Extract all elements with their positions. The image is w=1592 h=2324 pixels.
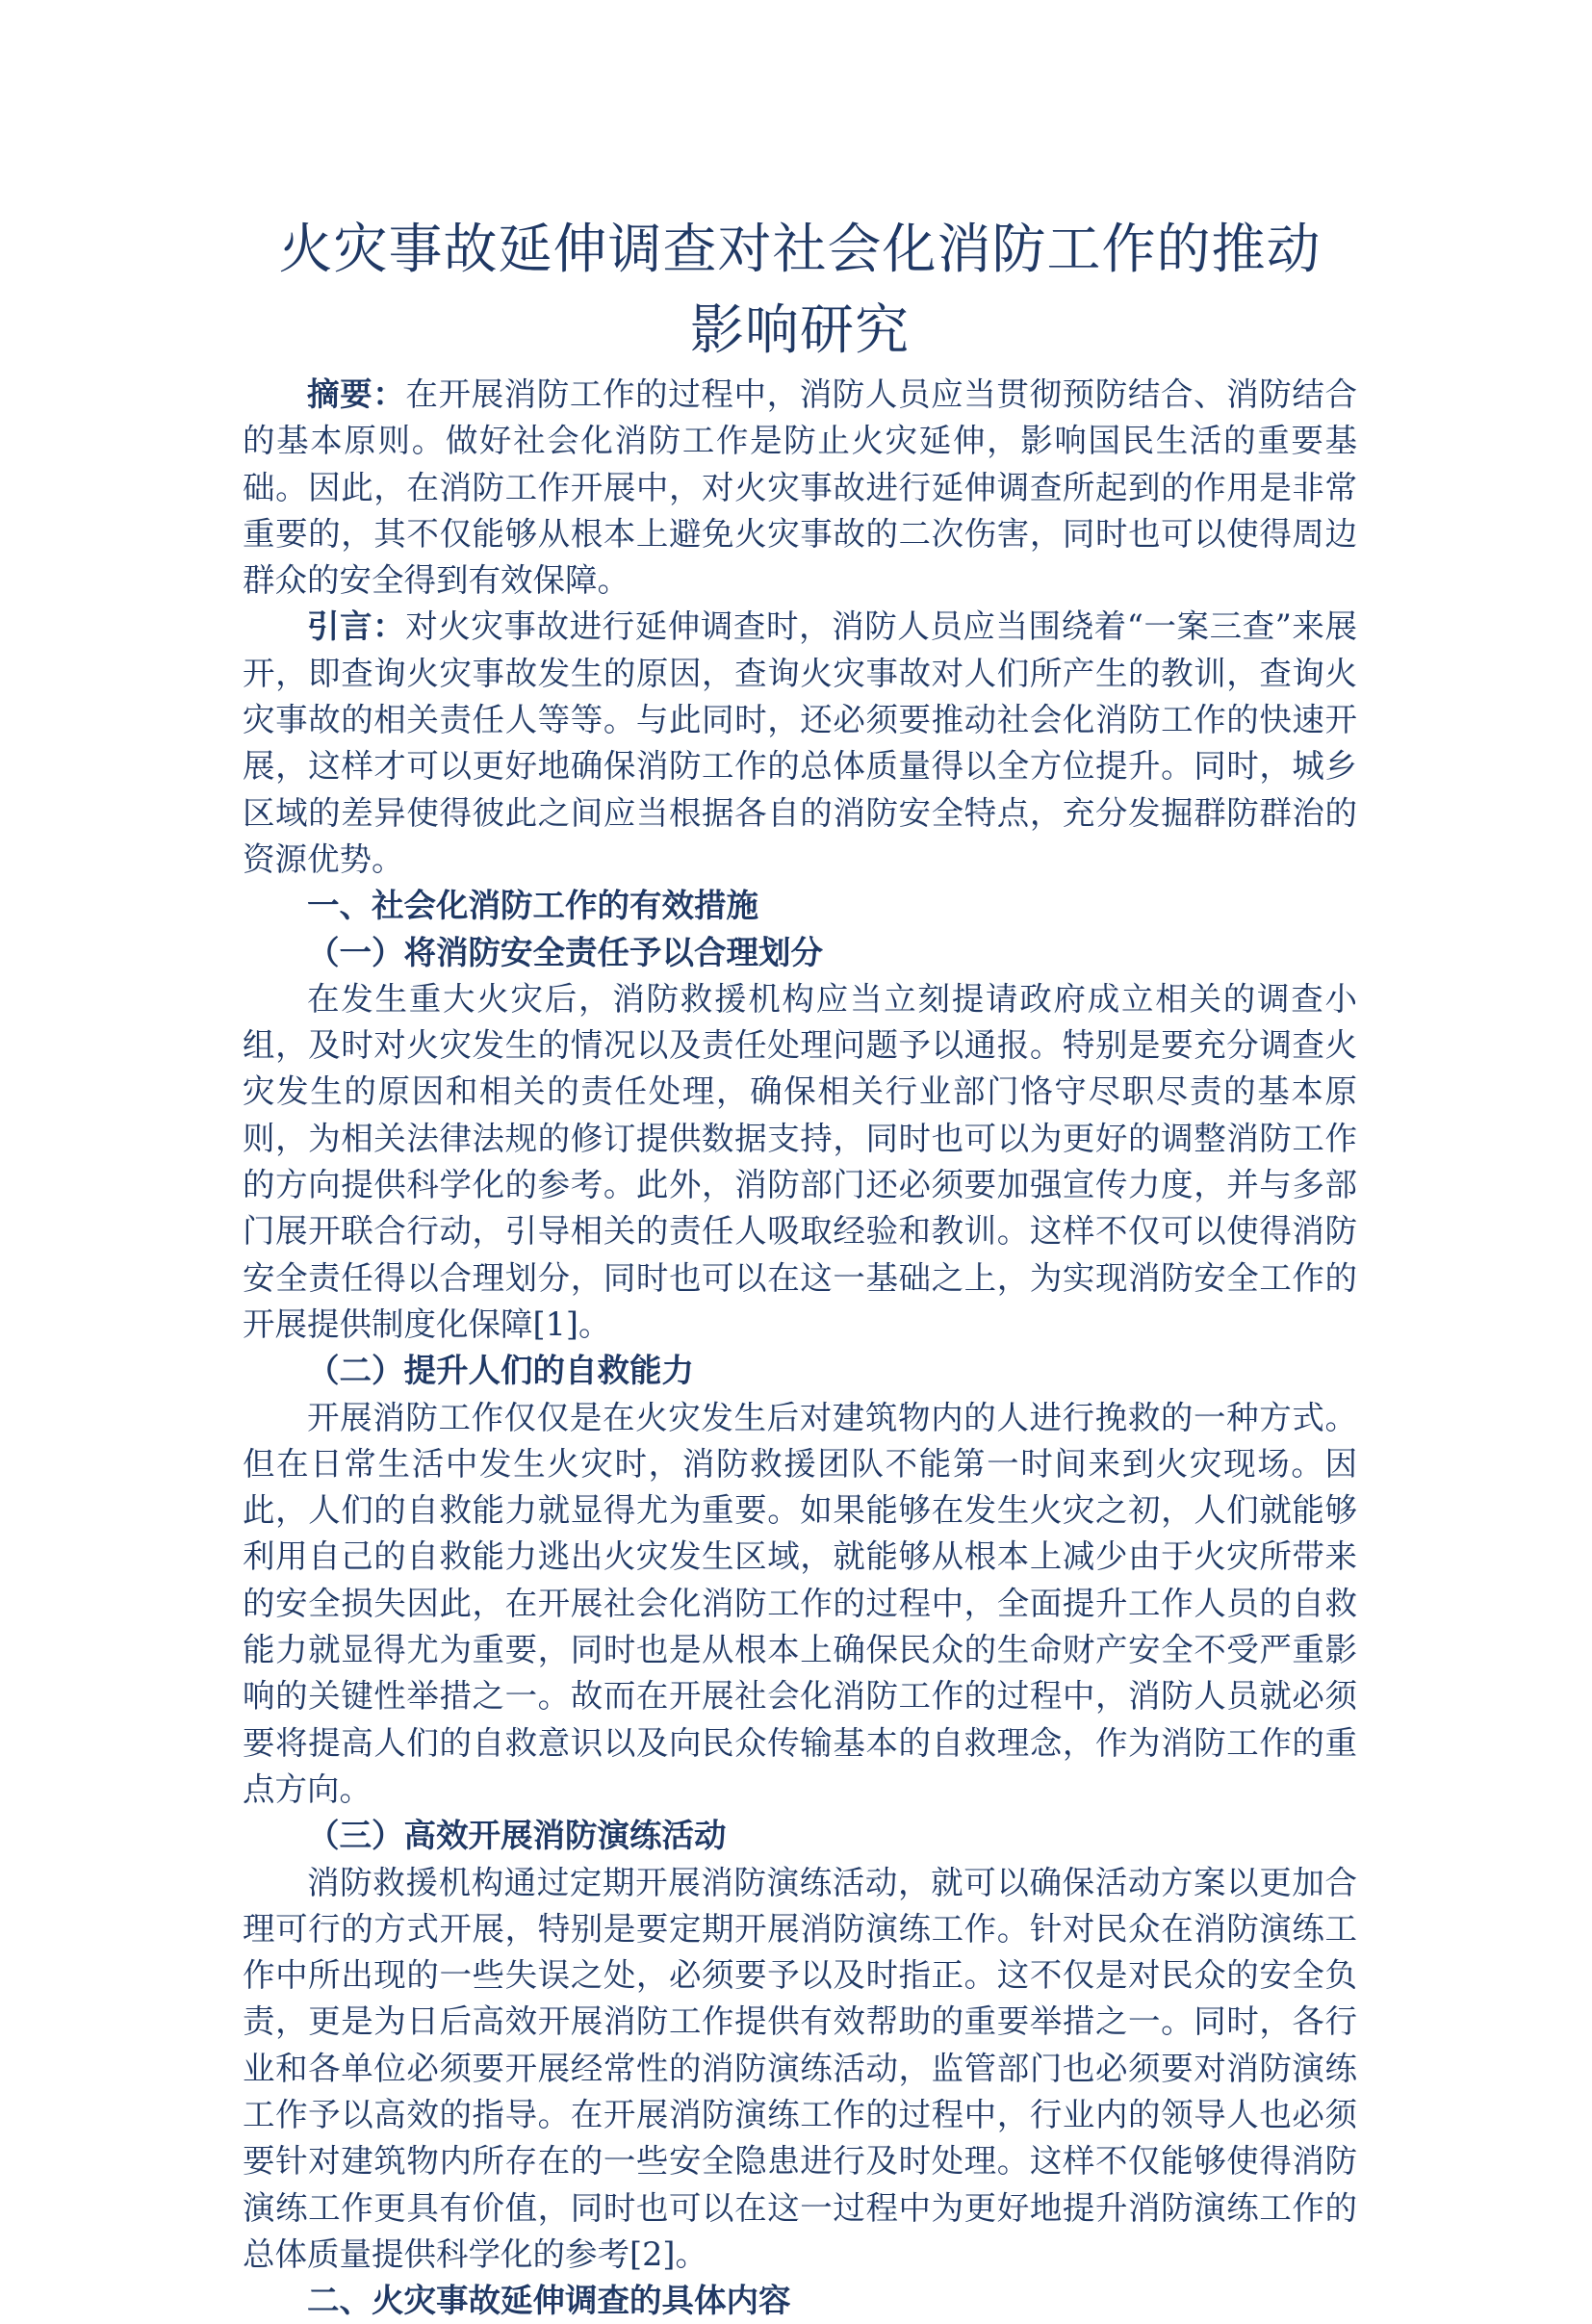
abstract-paragraph [243,372,1357,604]
title-line-1: 火灾事故延伸调查对社会化消防工作的推动 [278,219,1322,281]
intro-label: 引言： [307,607,406,646]
abstract-text: 在开展消防工作的过程中，消防人员应当贯彻预防结合、消防结合的基本原则。做好社会化消防工作是防止火灾延伸，影响国民生活的重要基础。因此，在消防工作开展中，对火灾事故进行延伸调查所起到的作用是非常重要的，其不仅能够从根本上避免火灾事故的二次伤害，同时也可以使得周边群众的安全得到有效保障。 [243,375,1358,600]
subsection-1-3-heading: （三）高效开展消防演练活动 [307,1817,727,1855]
intro-paragraph [243,604,1357,883]
subsection-1-2-heading: （二）提升人们的自救能力 [307,1352,694,1390]
intro-text: 对火灾事故进行延伸调查时，消防人员应当围绕着“一案三查”来展开，即查询火灾事故发生的原因，查询火灾事故对人们所产生的教训，查询火灾事故的相关责任人等等。与此同时，还必须要推动社会化消防工作的快速开展，这样才可以更好地确保消防工作的总体质量得以全方位提升。同时，城乡区域的差异使得彼此之间应当根据各自的消防安全特点，充分发掘群防群治的资源优势。 [243,607,1357,878]
subsection-1-3-text: 消防救援机构通过定期开展消防演练活动，就可以确保活动方案以更加合理可行的方式开展，特别是要定期开展消防演练工作。针对民众在消防演练工作中所出现的一些失误之处，必须要予以及时指正。这不仅是对民众的安全负责，更是为日后高效开展消防工作提供有效帮助的重要举措之一。同时，各行业和各单位必须要开展经常性的消防演练活动，监管部门也必须要对消防演练工作予以高效的指导。在开展消防演练工作的过程中，行业内的领导人也必须要针对建筑物内所存在的一些安全隐患进行及时处理。这样不仅能够使得消防演练工作更具有价值，同时也可以在这一过程中为更好地提升消防演练工作的总体质量提供科学化的参考[2]。 [243,1863,1357,2273]
document-page [243,210,1357,2324]
abstract-label: 摘要： [307,375,406,413]
subsection-1-2-text: 开展消防工作仅仅是在火灾发生后对建筑物内的人进行挽救的一种方式。但在日常生活中发生火灾时，消防救援团队不能第一时间来到火灾现场。因此，人们的自救能力就显得尤为重要。如果能够在发生火灾之初，人们就能够利用自己的自救能力逃出火灾发生区域，就能够从根本上减少由于火灾所带来的安全损失因此，在开展社会化消防工作的过程中，全面提升工作人员的自救能力就显得尤为重要，同时也是从根本上确保民众的生命财产安全不受严重影响的关键性举措之一。故而在开展社会化消防工作的过程中，消防人员就必须要将提高人们的自救意识以及向民众传输基本的自救理念，作为消防工作的重点方向。 [243,1398,1357,1808]
section-1-heading: 一、社会化消防工作的有效措施 [307,887,758,925]
subsection-1-1-text: 在发生重大火灾后，消防救援机构应当立刻提请政府成立相关的调查小组，及时对火灾发生的情况以及责任处理问题予以通报。特别是要充分调查火灾发生的原因和相关的责任处理，确保相关行业部门恪守尽职尽责的基本原则，为相关法律法规的修订提供数据支持，同时也可以为更好的调整消防工作的方向提供科学化的参考。此外，消防部门还必须要加强宣传力度，并与多部门展开联合行动，引导相关的责任人吸取经验和教训。这样不仅可以使得消防安全责任得以合理划分，同时也可以在这一基础之上，为实现消防安全工作的开展提供制度化保障[1]。 [243,979,1357,1343]
subsection-1-1-heading: （一）将消防安全责任予以合理划分 [307,933,823,971]
title-line-2: 影响研究 [690,299,910,362]
section-2-heading: 二、火灾事故延伸调查的具体内容 [307,2282,791,2320]
document-title [243,210,1357,372]
